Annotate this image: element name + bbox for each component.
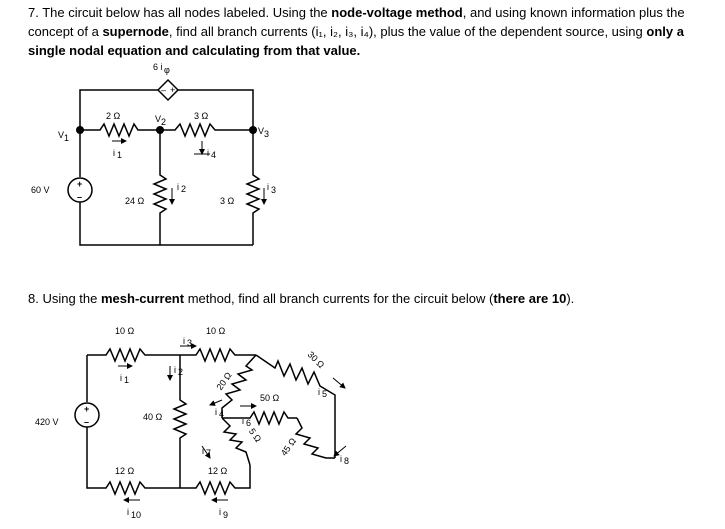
p8-bold-b: there are 10 xyxy=(493,291,567,306)
dependent-source xyxy=(153,62,178,100)
c8-i10-label: i xyxy=(127,507,129,517)
v-source-7-label: 60 V xyxy=(31,185,50,195)
r8-top-left-label: 10 Ω xyxy=(115,326,135,336)
p8-text-b: method, find all branch currents for the circuit below ( xyxy=(184,291,494,306)
dep-source-subscript: φ xyxy=(164,65,170,75)
i3-subscript: 3 xyxy=(271,185,277,195)
c8-i2-subscript: 2 xyxy=(178,367,184,377)
c8-i8-label: i xyxy=(340,454,342,464)
dep-minus-sign: – xyxy=(161,85,167,95)
c8-i3-label: i xyxy=(183,336,185,346)
c8-i5-subscript: 5 xyxy=(322,389,328,399)
p8-text-a: 8. Using the xyxy=(28,291,101,306)
r8-40-label: 40 Ω xyxy=(143,412,163,422)
v2-subscript: 2 xyxy=(161,117,167,127)
i1-label: i xyxy=(113,148,115,158)
r8-45-label: 45 Ω xyxy=(278,436,299,458)
v1-label: V xyxy=(58,130,65,140)
r8-bot-left-label: 12 Ω xyxy=(115,466,135,476)
v3-label: V xyxy=(258,126,265,136)
c8-i5-label: i xyxy=(318,387,320,397)
p7-text-c: , find all branch currents (i₁, i₂, i₃, i₄), plus the value of the dependent source, using xyxy=(168,24,647,39)
c8-i7-label: i xyxy=(202,446,204,456)
r7-top-right-label: 3 Ω xyxy=(194,111,209,121)
circuit-8 xyxy=(35,326,349,520)
v-source-8-label: 420 V xyxy=(35,417,59,427)
c8-i10-subscript: 10 xyxy=(131,510,142,520)
i2-label: i xyxy=(177,182,179,192)
i4-label: i xyxy=(207,148,209,158)
r8-30-label: 30 Ω xyxy=(305,349,327,371)
i2-subscript: 2 xyxy=(181,184,187,194)
c8-i4-label: i xyxy=(215,407,217,417)
v3-subscript: 3 xyxy=(264,129,270,139)
c8-i6-label: i xyxy=(242,416,244,426)
r8-top-right-label: 10 Ω xyxy=(206,326,226,336)
r8-5-label: 5 Ω xyxy=(246,426,264,444)
p7-bold-a: node-voltage method xyxy=(331,5,463,20)
c8-i6-subscript: 6 xyxy=(246,418,252,428)
c8-i9-subscript: 9 xyxy=(223,510,229,520)
c8-i1-label: i xyxy=(120,373,122,383)
v2-label: V xyxy=(155,114,162,124)
r7-top-left-label: 2 Ω xyxy=(106,111,121,121)
p7-text-b: , and using known information plus the concept of a xyxy=(28,5,685,39)
src8-plus: + xyxy=(84,404,90,414)
c8-i8-subscript: 8 xyxy=(344,456,350,466)
v1-subscript: 1 xyxy=(64,133,70,143)
i1-subscript: 1 xyxy=(117,150,123,160)
src7-minus: – xyxy=(77,192,83,202)
src8-minus: – xyxy=(84,417,90,427)
dep-plus-sign: + xyxy=(170,85,176,95)
i3-label: i xyxy=(267,182,269,192)
p8-bold-a: mesh-current xyxy=(101,291,185,306)
c8-i2-label: i xyxy=(174,365,176,375)
c8-i7-subscript: 7 xyxy=(206,448,212,458)
r7-right-label: 3 Ω xyxy=(220,196,235,206)
p7-text-a: 7. The circuit below has all nodes labeled. Using the xyxy=(28,5,332,20)
r7-mid-label: 24 Ω xyxy=(125,196,145,206)
r8-20-label: 20 Ω xyxy=(214,370,234,392)
r8-50-label: 50 Ω xyxy=(260,393,280,403)
p7-bold-c: only a single nodal equation and calculating from that value. xyxy=(28,24,684,58)
r8-bot-right-label: 12 Ω xyxy=(208,466,228,476)
p7-bold-b: supernode xyxy=(102,24,169,39)
src7-plus: + xyxy=(77,179,83,189)
c8-i4-subscript: 4 xyxy=(219,409,225,419)
p8-text-c: ). xyxy=(566,291,575,306)
c8-i3-subscript: 3 xyxy=(187,338,193,348)
c8-i9-label: i xyxy=(219,507,221,517)
c8-i1-subscript: 1 xyxy=(124,375,130,385)
dep-source-label: 6 i xyxy=(153,62,163,72)
circuit-7 xyxy=(31,62,276,245)
i4-subscript: 4 xyxy=(211,150,217,160)
